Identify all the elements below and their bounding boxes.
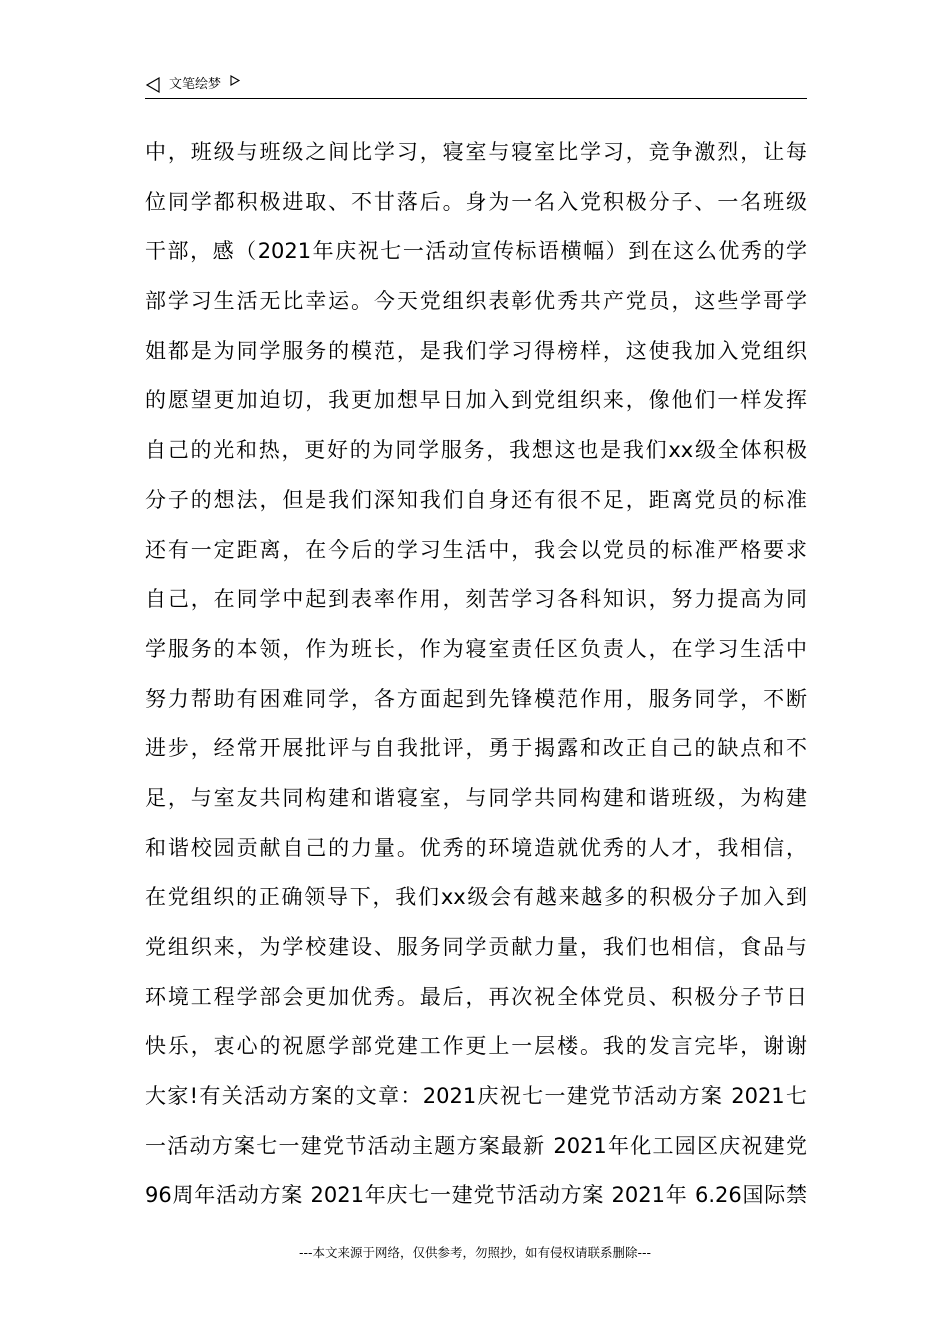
body-line: 学服务的本领，作为班长，作为寝室责任区负责人，在学习生活中: [145, 636, 807, 661]
body-line: 一活动方案七一建党节活动主题方案最新 2021年化工园区庆祝建党: [145, 1133, 807, 1158]
body-line: 足，与室友共同构建和谐寝室，与同学共同构建和谐班级，为构建: [145, 785, 807, 810]
body-line: 党组织来，为学校建设、服务同学贡献力量，我们也相信，食品与: [145, 935, 807, 959]
footer-disclaimer: ---本文来源于网络，仅供参考，勿照抄，如有侵权请联系删除---: [298, 1245, 652, 1260]
body-line: 分子的想法，但是我们深知我们自身还有很不足，距离党员的标准: [145, 487, 807, 512]
header-title: 文笔绘梦: [169, 77, 222, 92]
body-line: 自己的光和热，更好的为同学服务，我想这也是我们xx级全体积极: [145, 438, 807, 463]
body-line: 在党组织的正确领导下，我们xx级会有越来越多的积极分子加入到: [145, 885, 807, 910]
document-body: [145, 128, 807, 1221]
body-line: 环境工程学部会更加优秀。最后，再次祝全体党员、积极分子节日: [145, 984, 807, 1009]
body-line: 位同学都积极进取、不甘落后。身为一名入党积极分子、一名班级: [145, 189, 807, 214]
body-line: 快乐，衷心的祝愿学部党建工作更上一层楼。我的发言完毕，谢谢: [145, 1034, 807, 1059]
page-header: [145, 72, 807, 99]
body-line: 大家!有关活动方案的文章：2021庆祝七一建党节活动方案 2021七: [145, 1084, 807, 1109]
body-line: 的愿望更加迫切，我更加想早日加入到党组织来，像他们一样发挥: [145, 388, 807, 413]
body-line: 和谐校园贡献自己的力量。优秀的环境造就优秀的人才，我相信，: [145, 835, 807, 860]
body-line: 部学习生活无比幸运。今天党组织表彰优秀共产党员，这些学哥学: [145, 289, 807, 314]
body-line: 还有一定距离，在今后的学习生活中，我会以党员的标准严格要求: [145, 537, 807, 562]
triangle-left-icon: [145, 76, 161, 94]
triangle-right-icon: [229, 73, 241, 91]
body-line: 96周年活动方案 2021年庆七一建党节活动方案 2021年 6.26国际禁: [145, 1183, 807, 1208]
body-line: 中，班级与班级之间比学习，寝室与寝室比学习，竞争激烈，让每: [145, 140, 807, 164]
header-inner: [145, 76, 241, 94]
body-line: 进步，经常开展批评与自我批评，勇于揭露和改正自己的缺点和不: [145, 736, 807, 761]
body-line: 干部，感（2021年庆祝七一活动宣传标语横幅）到在这么优秀的学: [145, 239, 807, 264]
body-line: 努力帮助有困难同学，各方面起到先锋模范作用，服务同学，不断: [145, 686, 807, 711]
body-line: 自己，在同学中起到表率作用，刻苦学习各科知识，努力提高为同: [145, 587, 807, 612]
body-line: 姐都是为同学服务的模范，是我们学习得榜样，这使我加入党组织: [145, 338, 807, 363]
